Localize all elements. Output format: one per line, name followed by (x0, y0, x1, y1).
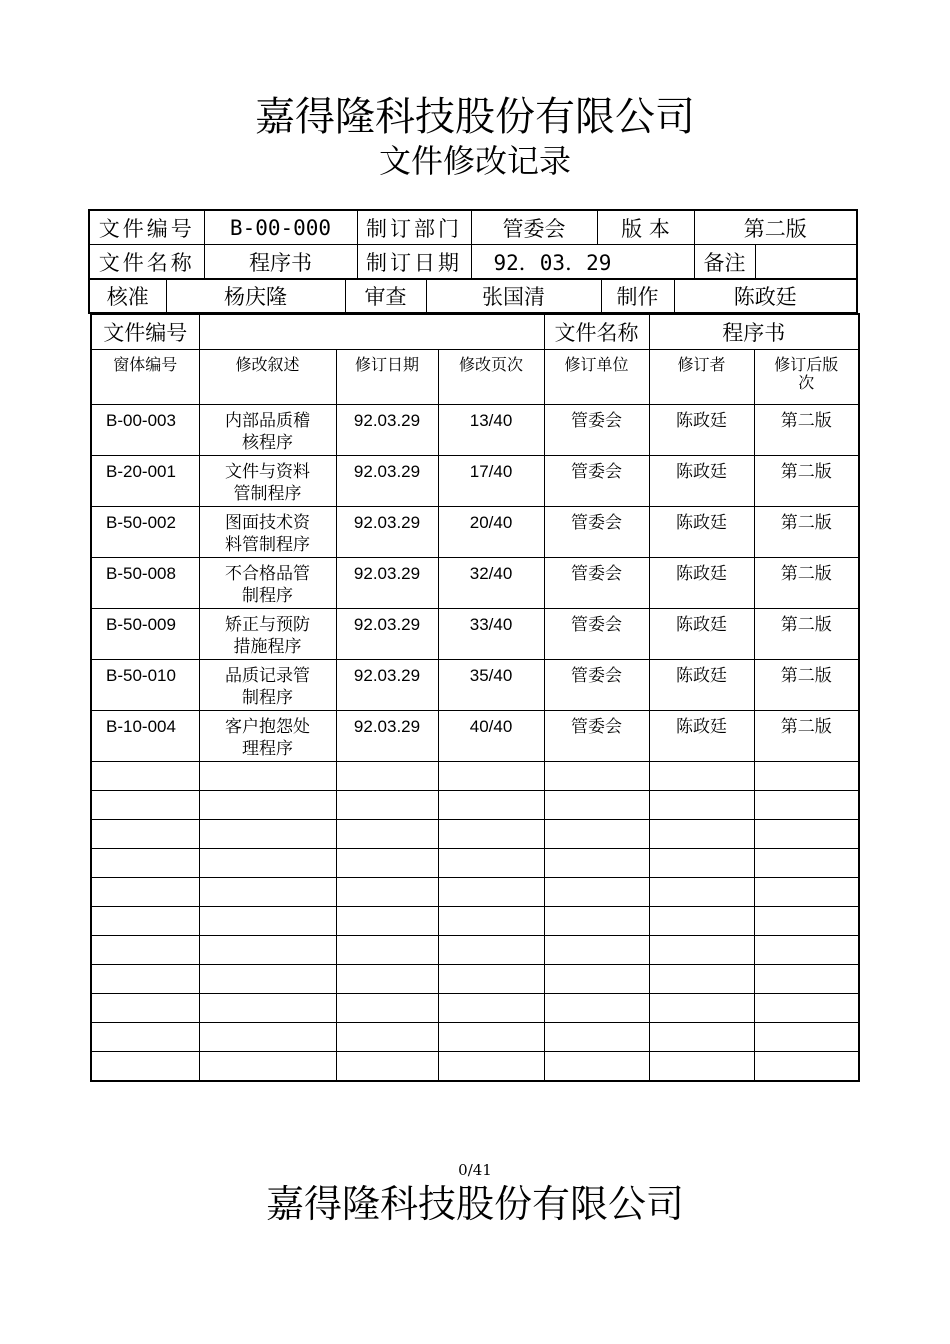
table-cell: 第二版 (754, 711, 859, 762)
empty-cell (438, 907, 544, 936)
header-row-3 (89, 279, 857, 314)
empty-cell (91, 907, 199, 936)
empty-cell (649, 936, 754, 965)
table-cell: 陈政廷 (649, 558, 754, 609)
table-cell: B-50-010 (91, 660, 199, 711)
table-cell: 35/40 (438, 660, 544, 711)
table-cell: 文件与资料管制程序 (199, 456, 336, 507)
empty-cell (438, 791, 544, 820)
empty-cell (91, 965, 199, 994)
doc-name-value: 程序书 (204, 245, 357, 280)
empty-cell (336, 820, 438, 849)
table-cell: 陈政廷 (649, 609, 754, 660)
record-rows (91, 405, 859, 1082)
empty-cell (649, 762, 754, 791)
empty-row (91, 878, 859, 907)
empty-cell (544, 791, 649, 820)
column-header: 窗体编号 (91, 350, 199, 405)
empty-cell (649, 965, 754, 994)
header-row-1 (89, 210, 857, 245)
table-cell: 92.03.29 (336, 507, 438, 558)
table-cell: 陈政廷 (649, 456, 754, 507)
empty-row (91, 1023, 859, 1052)
table-cell: B-50-009 (91, 609, 199, 660)
document-title: 文件修改记录 (378, 142, 571, 180)
empty-cell (649, 820, 754, 849)
remark-label: 备注 (695, 245, 756, 278)
table-cell: 陈政廷 (649, 405, 754, 456)
table-row (91, 456, 859, 507)
empty-cell (544, 965, 649, 994)
table-cell: 陈政廷 (649, 660, 754, 711)
table-row (91, 507, 859, 558)
empty-cell (438, 1052, 544, 1082)
empty-cell (544, 762, 649, 791)
empty-cell (438, 1023, 544, 1052)
empty-cell (199, 1023, 336, 1052)
table-cell: 陈政廷 (649, 507, 754, 558)
empty-cell (544, 849, 649, 878)
table-cell: 管委会 (544, 507, 649, 558)
signoff-table (88, 278, 858, 314)
column-header-row (91, 350, 859, 405)
table-cell: 客户抱怨处理程序 (199, 711, 336, 762)
empty-cell (649, 878, 754, 907)
empty-row (91, 820, 859, 849)
table-cell: 管委会 (544, 405, 649, 456)
make-value: 陈政廷 (674, 279, 857, 314)
empty-cell (754, 791, 859, 820)
empty-row (91, 907, 859, 936)
table-cell: B-50-008 (91, 558, 199, 609)
table-cell: B-50-002 (91, 507, 199, 558)
table-row (91, 609, 859, 660)
footer-company: 嘉得隆科技股份有限公司 (265, 1182, 684, 1226)
record-doc-no-value (199, 314, 544, 350)
empty-cell (91, 878, 199, 907)
table-cell: 92.03.29 (336, 660, 438, 711)
empty-cell (649, 994, 754, 1023)
empty-cell (649, 1052, 754, 1082)
table-row (91, 405, 859, 456)
column-header: 修改叙述 (199, 350, 336, 405)
remark-value (755, 245, 856, 278)
table-cell: 32/40 (438, 558, 544, 609)
empty-cell (336, 762, 438, 791)
table-cell: 17/40 (438, 456, 544, 507)
empty-cell (199, 762, 336, 791)
column-header: 修订者 (649, 350, 754, 405)
empty-cell (336, 849, 438, 878)
empty-cell (199, 791, 336, 820)
record-doc-no-label: 文件编号 (91, 314, 199, 350)
empty-cell (199, 849, 336, 878)
empty-cell (754, 849, 859, 878)
empty-cell (336, 791, 438, 820)
empty-cell (91, 1023, 199, 1052)
table-cell: 管委会 (544, 558, 649, 609)
revision-record-table (90, 313, 860, 1082)
empty-cell (438, 994, 544, 1023)
table-cell: 陈政廷 (649, 711, 754, 762)
column-header: 修订后版次 (754, 350, 859, 405)
empty-cell (544, 994, 649, 1023)
header-table (88, 209, 858, 280)
table-cell: 第二版 (754, 558, 859, 609)
record-doc-name-value: 程序书 (649, 314, 859, 350)
empty-cell (544, 820, 649, 849)
empty-cell (754, 820, 859, 849)
table-cell: 管委会 (544, 609, 649, 660)
table-cell: 第二版 (754, 609, 859, 660)
empty-cell (544, 936, 649, 965)
table-row (91, 711, 859, 762)
table-cell: 第二版 (754, 456, 859, 507)
make-label: 制作 (601, 279, 674, 314)
empty-cell (336, 878, 438, 907)
empty-row (91, 1052, 859, 1082)
date-label: 制订日期 (357, 245, 471, 280)
empty-row (91, 791, 859, 820)
table-cell: 第二版 (754, 507, 859, 558)
empty-cell (438, 965, 544, 994)
table-cell: 矫正与预防措施程序 (199, 609, 336, 660)
empty-cell (91, 762, 199, 791)
dept-value: 管委会 (471, 210, 597, 245)
record-title-row (91, 314, 859, 350)
empty-cell (336, 965, 438, 994)
empty-cell (649, 791, 754, 820)
table-cell: 管委会 (544, 711, 649, 762)
empty-row (91, 936, 859, 965)
empty-cell (754, 994, 859, 1023)
empty-cell (754, 907, 859, 936)
table-cell: 92.03.29 (336, 456, 438, 507)
review-value: 张国清 (426, 279, 601, 314)
page-number: 0/41 (458, 1161, 492, 1179)
empty-cell (199, 820, 336, 849)
empty-cell (438, 936, 544, 965)
date-value: 92．03．29 (471, 245, 694, 280)
table-cell: 图面技术资料管制程序 (199, 507, 336, 558)
approve-value: 杨庆隆 (166, 279, 345, 314)
empty-cell (754, 965, 859, 994)
empty-cell (544, 1023, 649, 1052)
empty-row (91, 849, 859, 878)
empty-cell (199, 965, 336, 994)
table-cell: 92.03.29 (336, 558, 438, 609)
table-cell: B-20-001 (91, 456, 199, 507)
table-cell: 第二版 (754, 660, 859, 711)
table-cell: 内部品质稽核程序 (199, 405, 336, 456)
table-cell: 92.03.29 (336, 609, 438, 660)
empty-cell (336, 936, 438, 965)
empty-cell (754, 762, 859, 791)
empty-cell (199, 1052, 336, 1082)
empty-cell (438, 820, 544, 849)
table-cell: 第二版 (754, 405, 859, 456)
empty-row (91, 762, 859, 791)
empty-row (91, 965, 859, 994)
table-cell: 管委会 (544, 456, 649, 507)
table-row (91, 660, 859, 711)
empty-cell (754, 1052, 859, 1082)
empty-cell (199, 878, 336, 907)
empty-row (91, 994, 859, 1023)
table-cell: 品质记录管制程序 (199, 660, 336, 711)
empty-cell (199, 994, 336, 1023)
table-cell: B-10-004 (91, 711, 199, 762)
empty-cell (544, 878, 649, 907)
empty-cell (438, 849, 544, 878)
dept-label: 制订部门 (357, 210, 471, 245)
table-cell: 管委会 (544, 660, 649, 711)
empty-cell (199, 907, 336, 936)
table-cell: 不合格品管制程序 (199, 558, 336, 609)
doc-no-label: 文件编号 (89, 210, 204, 245)
empty-cell (91, 791, 199, 820)
empty-cell (438, 762, 544, 791)
empty-cell (336, 1052, 438, 1082)
version-value: 第二版 (694, 210, 857, 245)
table-cell: 40/40 (438, 711, 544, 762)
review-label: 审查 (345, 279, 426, 314)
empty-cell (91, 936, 199, 965)
company-title: 嘉得隆科技股份有限公司 (255, 94, 695, 140)
empty-cell (91, 820, 199, 849)
empty-cell (544, 907, 649, 936)
empty-cell (336, 994, 438, 1023)
doc-name-label: 文件名称 (89, 245, 204, 280)
version-label: 版 本 (597, 210, 694, 245)
table-cell: 92.03.29 (336, 711, 438, 762)
empty-cell (91, 849, 199, 878)
empty-cell (336, 1023, 438, 1052)
table-cell: B-00-003 (91, 405, 199, 456)
table-cell: 92.03.29 (336, 405, 438, 456)
empty-cell (438, 878, 544, 907)
empty-cell (91, 1052, 199, 1082)
table-cell: 13/40 (438, 405, 544, 456)
empty-cell (754, 1023, 859, 1052)
empty-cell (649, 849, 754, 878)
empty-cell (649, 907, 754, 936)
column-header: 修订单位 (544, 350, 649, 405)
empty-cell (754, 878, 859, 907)
empty-cell (544, 1052, 649, 1082)
empty-cell (649, 1023, 754, 1052)
empty-cell (91, 994, 199, 1023)
table-row (91, 558, 859, 609)
empty-cell (754, 936, 859, 965)
empty-cell (336, 907, 438, 936)
column-header: 修订日期 (336, 350, 438, 405)
remark-cell (695, 245, 857, 278)
table-cell: 33/40 (438, 609, 544, 660)
column-header: 修改页次 (438, 350, 544, 405)
doc-no-value: B-00-000 (204, 210, 357, 245)
empty-cell (199, 936, 336, 965)
approve-label: 核准 (89, 279, 166, 314)
header-row-2 (89, 245, 857, 280)
table-cell: 20/40 (438, 507, 544, 558)
record-doc-name-label: 文件名称 (544, 314, 649, 350)
